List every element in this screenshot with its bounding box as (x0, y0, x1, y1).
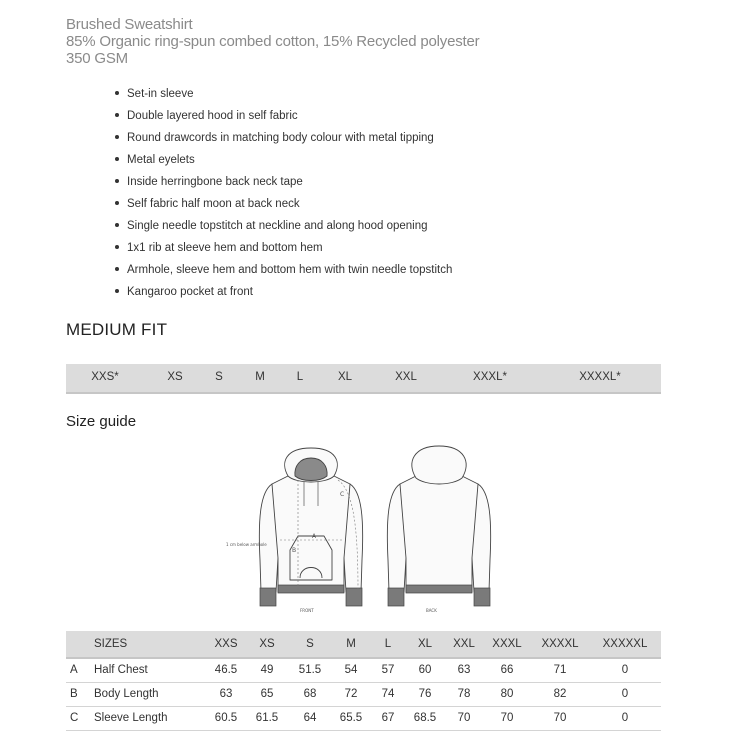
column-header: XXXXL (541, 638, 579, 650)
product-composition: 85% Organic ring-spun combed cotton, 15% Recycled polyester (66, 33, 480, 50)
table-cell: 0 (621, 664, 629, 676)
feature-item: Armhole, sleeve hem and bottom hem with twin needle topstitch (112, 259, 452, 281)
marker-a: A (312, 533, 317, 540)
row-key: B (70, 688, 78, 700)
feature-item: Kangaroo pocket at front (112, 281, 452, 303)
available-sizes-bar (66, 364, 661, 394)
marker-b: B (292, 547, 297, 554)
table-cell: 72 (344, 688, 358, 700)
table-cell: 54 (344, 664, 358, 676)
size-guide-title: Size guide (66, 413, 137, 430)
feature-item: Metal eyelets (112, 149, 452, 171)
table-cell: 70 (553, 712, 567, 724)
row-label: Sleeve Length (94, 712, 168, 724)
table-cell: 49 (260, 664, 274, 676)
table-cell: 68 (303, 688, 317, 700)
feature-item: Round drawcords in matching body colour with metal tipping (112, 127, 452, 149)
table-cell: 0 (621, 712, 629, 724)
hoodie-front-illustration (259, 448, 362, 592)
table-cell: 67 (381, 712, 395, 724)
feature-item: Single needle topstitch at neckline and along hood opening (112, 215, 452, 237)
table-cell: 70 (500, 712, 514, 724)
table-cell: 74 (381, 688, 395, 700)
size-table (66, 631, 661, 731)
table-cell: 0 (621, 688, 629, 700)
column-header: XXS (214, 638, 238, 650)
feature-item: Set-in sleeve (112, 83, 452, 105)
fit-title: MEDIUM FIT (66, 320, 168, 339)
table-cell: 63 (457, 664, 471, 676)
column-header: XXXL (492, 638, 522, 650)
feature-item: Self fabric half moon at back neck (112, 193, 452, 215)
row-key: A (70, 664, 78, 676)
table-cell: 66 (500, 664, 514, 676)
feature-item: 1x1 rib at sleeve hem and bottom hem (112, 237, 452, 259)
row-label: Half Chest (94, 664, 148, 676)
table-cell: 80 (500, 688, 514, 700)
size-label: L (296, 371, 304, 383)
column-header: XL (417, 638, 433, 650)
size-label: XS (167, 371, 183, 383)
product-name: Brushed Sweatshirt (66, 16, 193, 33)
back-label: BACK (426, 608, 437, 613)
column-header: XS (259, 638, 275, 650)
table-cell: 61.5 (255, 712, 279, 724)
table-cell: 57 (381, 664, 395, 676)
size-label: XXXXL* (579, 371, 621, 383)
table-cell: 51.5 (298, 664, 322, 676)
table-cell: 82 (553, 688, 567, 700)
table-cell: 71 (553, 664, 567, 676)
front-label: FRONT (300, 608, 314, 613)
table-cell: 76 (418, 688, 432, 700)
feature-list (112, 83, 452, 303)
size-label: XL (337, 371, 353, 383)
hoodie-diagram (220, 440, 520, 620)
hoodie-back-illustration (387, 446, 490, 592)
table-cell: 78 (457, 688, 471, 700)
table-row (66, 707, 661, 731)
table-cell: 68.5 (413, 712, 437, 724)
column-header: S (306, 638, 314, 650)
size-label: S (215, 371, 223, 383)
table-cell: 63 (219, 688, 233, 700)
armhole-note: 1 cm below armhole (226, 542, 267, 547)
marker-c: C (340, 491, 345, 498)
size-label: XXS* (91, 371, 119, 383)
table-cell: 70 (457, 712, 471, 724)
table-cell: 60 (418, 664, 432, 676)
column-header: L (384, 638, 392, 650)
size-label: XXXL* (473, 371, 507, 383)
column-header: XXXXXL (602, 638, 648, 650)
table-cell: 65 (260, 688, 274, 700)
header-label: SIZES (94, 638, 128, 650)
column-header: M (346, 638, 356, 650)
table-cell: 65.5 (339, 712, 363, 724)
feature-item: Inside herringbone back neck tape (112, 171, 452, 193)
table-cell: 46.5 (214, 664, 238, 676)
table-header-row (66, 631, 661, 659)
table-row (66, 659, 661, 683)
product-weight: 350 GSM (66, 50, 128, 67)
row-key: C (70, 712, 79, 724)
size-label: M (255, 371, 265, 383)
size-label: XXL (395, 371, 417, 383)
row-label: Body Length (94, 688, 159, 700)
table-cell: 60.5 (214, 712, 238, 724)
column-header: XXL (453, 638, 475, 650)
feature-item: Double layered hood in self fabric (112, 105, 452, 127)
table-row (66, 683, 661, 707)
product-header (66, 16, 479, 67)
table-cell: 64 (303, 712, 317, 724)
